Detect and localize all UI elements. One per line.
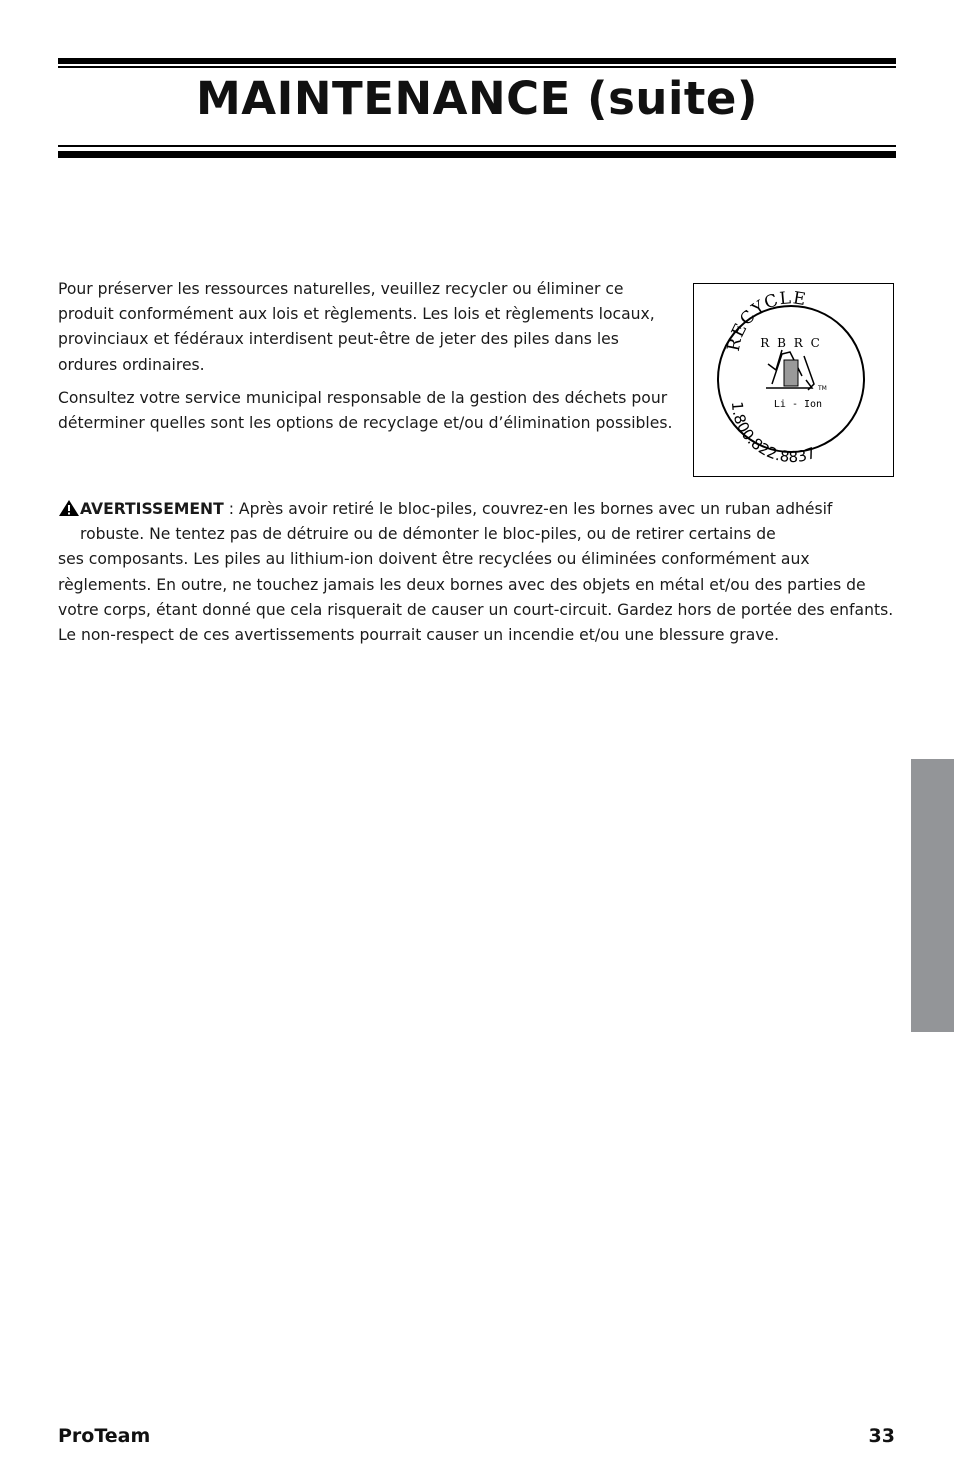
section-side-tab — [911, 759, 954, 1032]
header-top-thick-rule — [58, 58, 896, 64]
warning-triangle-icon — [58, 499, 80, 517]
intro-paragraph-2: Consultez votre service municipal responsable de la gestion des déchets pour déterminer quelles sont les options de recyclage et/ou d’élimination possibles. — [58, 388, 673, 433]
seal-arc-text: RECYCLE — [723, 288, 808, 353]
header-bottom-thin-rule — [58, 145, 896, 147]
seal-trademark: TM — [818, 385, 827, 392]
warning-line-2: robuste. Ne tentez pas de détruire ou de démonter le bloc-piles, ou de retirer certains de — [80, 525, 776, 544]
warning-first-line — [58, 497, 896, 522]
seal-chemistry-text: Li - Ion — [773, 399, 823, 410]
recycle-seal-icon — [694, 284, 895, 478]
header-bottom-thick-rule — [58, 151, 896, 158]
svg-text:1.800.822.8837 — [728, 401, 818, 466]
footer-brand: ProTeam — [58, 1425, 151, 1447]
warning-line-1: : Après avoir retiré le bloc-piles, couvrez-en les bornes avec un ruban adhésif — [223, 500, 833, 518]
intro-paragraph-1: Pour préserver les ressources naturelles, veuillez recycler ou éliminer ce produit conformément aux lois et règlements. Les lois et règlements locaux, provinciaux et fédéraux interdisent peut-être de jeter des piles dans les ordures ordinaires. — [58, 280, 655, 374]
header-top-thin-rule — [58, 66, 896, 68]
warning-label: AVERTISSEMENT — [80, 500, 224, 518]
rbrc-recycle-logo — [693, 283, 894, 477]
seal-phone-text: 1.800.822.8837 — [727, 400, 818, 467]
recycle-arrows-icon — [766, 350, 814, 390]
intro-section — [58, 277, 678, 444]
footer-page-number: 33 — [868, 1425, 895, 1447]
warning-rest: ses composants. Les piles au lithium-ion doivent être recyclées ou éliminées conformément aux règlements. En outre, ne touchez jamais les deux bornes avec des objets en métal et/ou des parties de votre corps, étant donné que cela risquerait de causer un court-circuit. Gardez hors de portée des enfants. Le non-respect de ces avertissements pourrait causer un incendie et/ou une blessure grave. — [58, 550, 894, 645]
page-title: MAINTENANCE (suite) — [196, 72, 758, 125]
warning-section — [58, 497, 896, 648]
seal-org-text: R B R C — [760, 336, 822, 350]
